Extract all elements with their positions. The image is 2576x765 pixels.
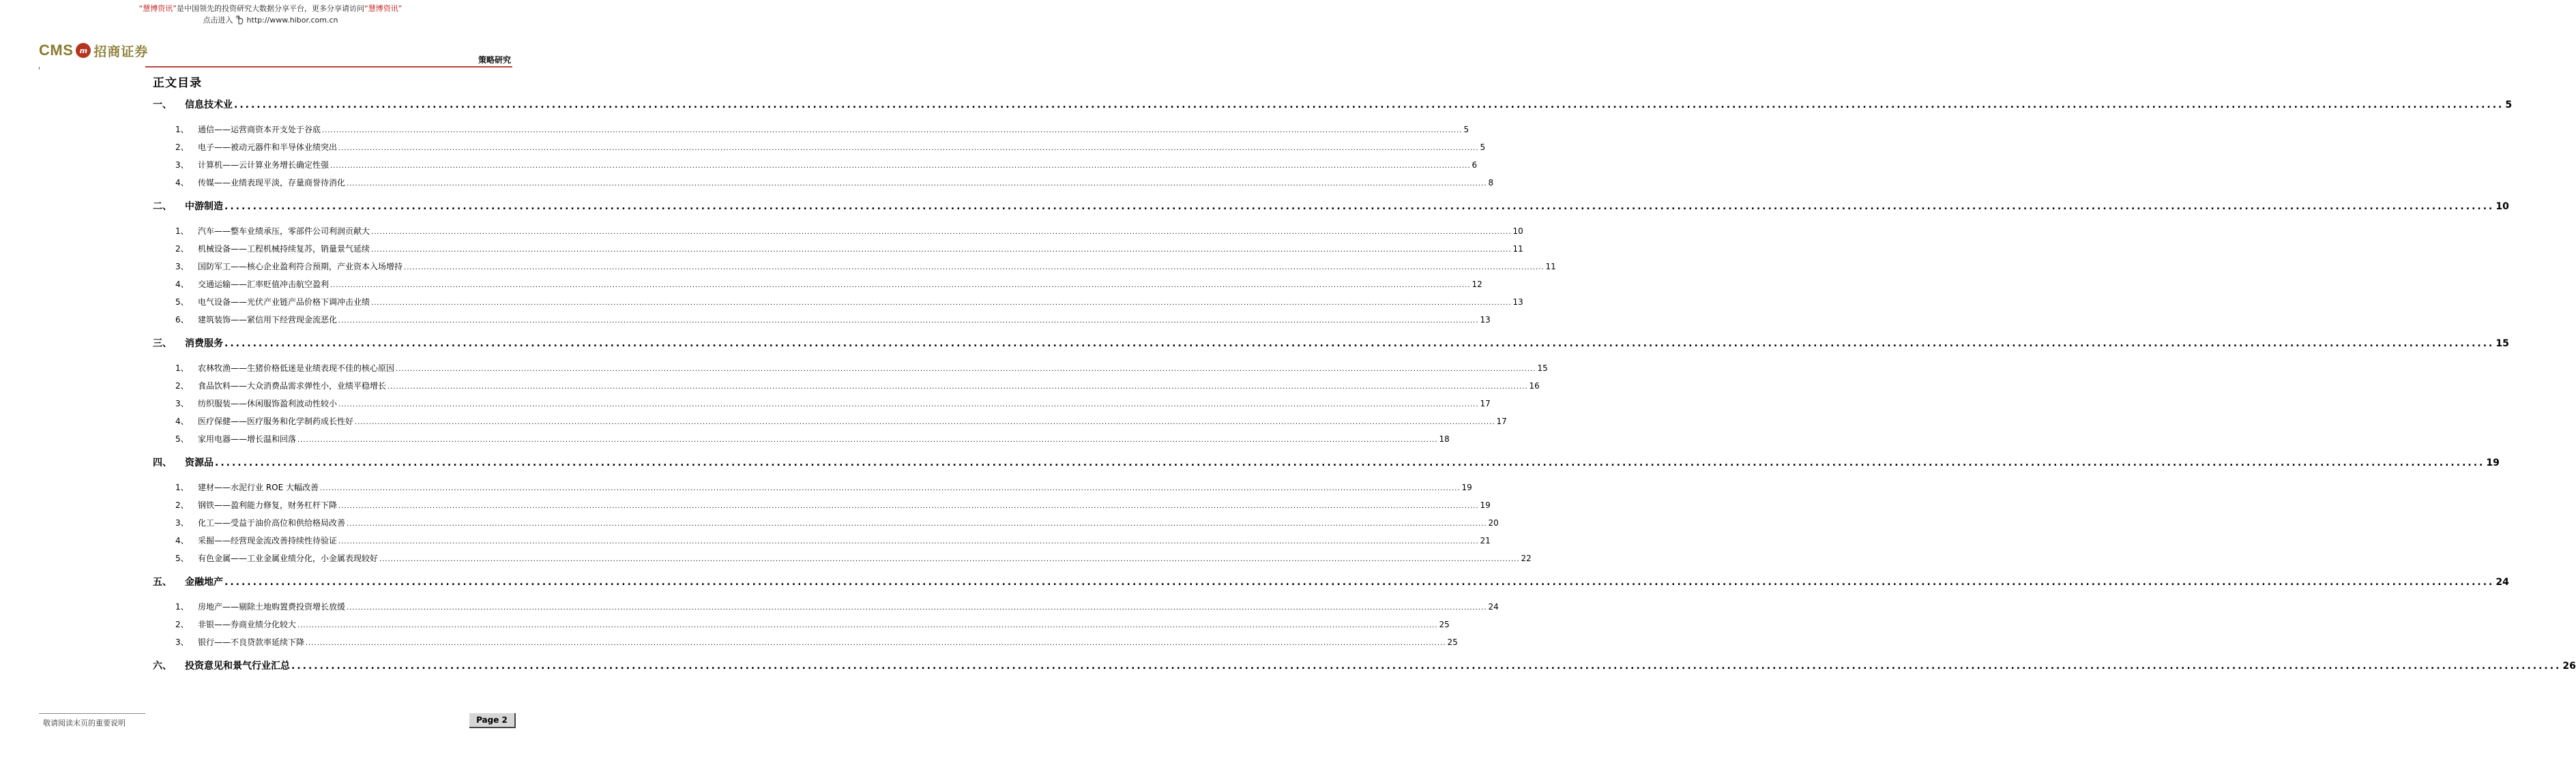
section-title: 汽车——整车业绩承压，零部件公司利润贡献大 <box>198 226 370 236</box>
chapter-title: 资源品 <box>185 457 214 468</box>
section-number: 2、 <box>175 244 189 254</box>
logo-badge-icon: m <box>76 43 91 58</box>
toc-chapter[interactable] <box>153 455 2500 470</box>
leader-dots: ................................................................................................................................................................................................................................................................................................................................................................................................................ <box>291 661 2562 672</box>
section-title: 国防军工——核心企业盈利符合预期，产业资本入场增持 <box>198 262 403 271</box>
chapter-page: 24 <box>2496 577 2509 588</box>
leader-dots: ................................................................................................................................................................................................................................................................................................................................................................................................................ <box>297 436 1438 444</box>
section-page: 11 <box>1545 262 1556 271</box>
margin-tick <box>39 67 40 70</box>
toc-section[interactable] <box>153 275 1482 293</box>
leader-dots: ................................................................................................................................................................................................................................................................................................................................................................................................................ <box>322 127 1463 134</box>
footer-disclaimer-note: 敬请阅读末页的重要说明 <box>43 719 126 728</box>
toc-section[interactable] <box>153 616 1450 633</box>
toc-section[interactable] <box>153 121 1469 138</box>
chapter-number: 一、 <box>153 100 172 110</box>
section-title: 钢铁——盈利能力修复，财务杠杆下降 <box>198 500 338 510</box>
section-title: 采掘——经营现金流改善持续性待验证 <box>198 536 338 545</box>
chapter-title: 信息技术业 <box>185 100 233 110</box>
leader-dots: ................................................................................................................................................................................................................................................................................................................................................................................................................ <box>224 201 2495 212</box>
toc-section[interactable] <box>153 430 1450 448</box>
section-page: 11 <box>1512 244 1523 254</box>
leader-dots: ................................................................................................................................................................................................................................................................................................................................................................................................................ <box>224 338 2495 349</box>
section-page: 8 <box>1488 178 1494 188</box>
section-page: 5 <box>1480 142 1486 152</box>
toc-section[interactable] <box>153 479 1472 496</box>
leader-dots: ................................................................................................................................................................................................................................................................................................................................................................................................................ <box>379 556 1520 563</box>
toc-section[interactable] <box>153 222 1523 240</box>
section-page: 15 <box>1537 363 1548 373</box>
toc-chapter[interactable] <box>153 659 2576 674</box>
section-page: 20 <box>1488 518 1499 528</box>
banner-url-link[interactable]: http://www.hibor.com.cn <box>246 16 338 25</box>
toc-section[interactable] <box>153 240 1523 258</box>
section-number: 1、 <box>175 483 189 492</box>
toc-section[interactable] <box>153 377 1540 395</box>
section-page: 22 <box>1521 554 1532 563</box>
section-title: 非银——券商业绩分化较大 <box>198 620 297 629</box>
section-title: 银行——不良贷款率延续下降 <box>198 638 305 647</box>
section-number: 5、 <box>175 434 189 444</box>
section-page: 24 <box>1488 602 1499 612</box>
footer-divider <box>39 713 145 714</box>
report-category: 策略研究 <box>478 55 511 65</box>
toc-section[interactable] <box>153 293 1523 311</box>
section-number: 3、 <box>175 638 189 647</box>
leader-dots: ................................................................................................................................................................................................................................................................................................................................................................................................................ <box>371 246 1512 254</box>
section-page: 10 <box>1512 226 1523 236</box>
toc-section[interactable] <box>153 633 1458 651</box>
toc-section[interactable] <box>153 412 1507 430</box>
section-page: 6 <box>1472 160 1478 170</box>
section-number: 1、 <box>175 363 189 373</box>
toc-section[interactable] <box>153 395 1491 412</box>
section-number: 1、 <box>175 226 189 236</box>
leader-dots: ................................................................................................................................................................................................................................................................................................................................................................................................................ <box>347 520 1487 528</box>
chapter-number: 三、 <box>153 338 172 349</box>
section-page: 12 <box>1472 280 1482 289</box>
section-title: 传媒——业绩表现平淡，存量商誉待消化 <box>198 178 346 188</box>
toc-chapter[interactable] <box>153 199 2509 214</box>
banner-brand: “慧博资讯” <box>138 4 177 13</box>
section-title: 化工——受益于油价高位和供给格局改善 <box>198 518 346 528</box>
banner-text: 是中国领先的投资研究大数据分享平台，更多分享请访问 <box>177 4 364 13</box>
section-page: 13 <box>1512 297 1523 307</box>
section-number: 6、 <box>175 315 189 325</box>
section-title: 交通运输——汇率贬值冲击航空盈利 <box>198 280 330 289</box>
chapter-title: 金融地产 <box>185 577 223 588</box>
chapter-page: 26 <box>2562 661 2576 672</box>
banner-brand-2: “慧博资讯” <box>364 4 402 13</box>
toc-section[interactable] <box>153 598 1499 616</box>
toc-chapter[interactable] <box>153 575 2509 590</box>
toc-section[interactable] <box>153 311 1491 329</box>
chapter-title: 消费服务 <box>185 338 223 349</box>
toc-section[interactable] <box>153 532 1491 550</box>
section-number: 4、 <box>175 280 189 289</box>
chapter-page: 15 <box>2496 338 2509 349</box>
section-page: 25 <box>1439 620 1450 629</box>
section-title: 房地产——剔除土地购置费投资增长放缓 <box>198 602 346 612</box>
section-number: 2、 <box>175 500 189 510</box>
section-number: 5、 <box>175 554 189 563</box>
chapter-title: 投资意见和景气行业汇总 <box>185 661 290 672</box>
section-number: 3、 <box>175 518 189 528</box>
section-title: 电气设备——光伏产业链产品价格下调冲击业绩 <box>198 297 370 307</box>
toc-chapter[interactable] <box>153 97 2513 112</box>
leader-dots: ................................................................................................................................................................................................................................................................................................................................................................................................................ <box>396 365 1536 373</box>
leader-dots: ................................................................................................................................................................................................................................................................................................................................................................................................................ <box>330 282 1471 289</box>
leader-dots: ................................................................................................................................................................................................................................................................................................................................................................................................................ <box>338 502 1479 510</box>
leader-dots: ................................................................................................................................................................................................................................................................................................................................................................................................................ <box>355 419 1495 426</box>
section-number: 2、 <box>175 381 189 391</box>
section-page: 21 <box>1480 536 1491 545</box>
toc-title: 正文目录 <box>153 76 202 90</box>
banner-click-label: 点击进入 <box>203 16 233 25</box>
section-page: 19 <box>1461 483 1472 492</box>
leader-dots: ................................................................................................................................................................................................................................................................................................................................................................................................................ <box>347 180 1487 188</box>
section-title: 医疗保健——医疗服务和化学制药成长性好 <box>198 417 354 426</box>
leader-dots: ................................................................................................................................................................................................................................................................................................................................................................................................................ <box>404 264 1545 271</box>
section-title: 建筑装饰——紧信用下经营现金流恶化 <box>198 315 338 325</box>
chapter-page: 19 <box>2486 457 2500 468</box>
leader-dots: ................................................................................................................................................................................................................................................................................................................................................................................................................ <box>371 228 1512 236</box>
leader-dots: ................................................................................................................................................................................................................................................................................................................................................................................................................ <box>215 457 2485 468</box>
section-page: 19 <box>1480 500 1491 510</box>
section-title: 食品饮料——大众消费品需求弹性小，业绩平稳增长 <box>198 381 387 391</box>
chapter-number: 五、 <box>153 577 172 588</box>
toc-chapter[interactable] <box>153 336 2509 351</box>
table-of-contents <box>153 97 2576 674</box>
leader-dots: ................................................................................................................................................................................................................................................................................................................................................................................................................ <box>371 299 1512 307</box>
section-page: 25 <box>1447 638 1458 647</box>
toc-section[interactable] <box>153 156 1478 174</box>
logo-chinese: 招商证券 <box>93 44 149 59</box>
promo-banner <box>0 3 541 26</box>
leader-dots: ................................................................................................................................................................................................................................................................................................................................................................................................................ <box>387 383 1528 391</box>
section-number: 3、 <box>175 399 189 408</box>
section-page: 17 <box>1480 399 1491 408</box>
leader-dots: ................................................................................................................................................................................................................................................................................................................................................................................................................ <box>338 538 1479 545</box>
chapter-number: 四、 <box>153 457 172 468</box>
chapter-title: 中游制造 <box>185 201 223 212</box>
section-number: 1、 <box>175 125 189 134</box>
section-title: 农林牧渔——生猪价格低迷是业绩表现不佳的核心原因 <box>198 363 395 373</box>
section-number: 2、 <box>175 142 189 152</box>
section-title: 有色金属——工业金属业绩分化，小金属表现较好 <box>198 554 379 563</box>
leader-dots: ................................................................................................................................................................................................................................................................................................................................................................................................................ <box>320 485 1461 492</box>
leader-dots: ................................................................................................................................................................................................................................................................................................................................................................................................................ <box>297 622 1438 629</box>
header-divider <box>145 66 512 68</box>
section-title: 电子——被动元器件和半导体业绩突出 <box>198 142 338 152</box>
section-number: 4、 <box>175 178 189 188</box>
section-title: 纺织服装——休闲服饰盈利波动性较小 <box>198 399 338 408</box>
toc-section[interactable] <box>153 174 1494 192</box>
toc-section[interactable] <box>153 550 1532 567</box>
leader-dots: ................................................................................................................................................................................................................................................................................................................................................................................................................ <box>338 401 1479 408</box>
leader-dots: ................................................................................................................................................................................................................................................................................................................................................................................................................ <box>338 145 1479 152</box>
section-title: 建材——水泥行业 ROE 大幅改善 <box>198 483 319 492</box>
section-number: 1、 <box>175 602 189 612</box>
chapter-page: 10 <box>2496 201 2509 212</box>
toc-section[interactable] <box>153 496 1491 514</box>
section-title: 计算机——云计算业务增长确定性强 <box>198 160 330 170</box>
toc-section[interactable] <box>153 359 1548 377</box>
section-number: 3、 <box>175 262 189 271</box>
leader-dots: ................................................................................................................................................................................................................................................................................................................................................................................................................ <box>338 317 1479 325</box>
logo-latin: CMS <box>39 42 74 59</box>
section-page: 5 <box>1463 125 1469 134</box>
leader-dots: ................................................................................................................................................................................................................................................................................................................................................................................................................ <box>330 162 1471 170</box>
section-title: 通信——运营商资本开支处于谷底 <box>198 125 321 134</box>
section-page: 16 <box>1529 381 1540 391</box>
section-title: 机械设备——工程机械持续复苏，销量景气延续 <box>198 244 370 254</box>
chapter-page: 5 <box>2505 100 2513 110</box>
page-number: Page 2 <box>469 713 516 728</box>
section-number: 4、 <box>175 536 189 545</box>
chapter-number: 二、 <box>153 201 172 212</box>
section-number: 3、 <box>175 160 189 170</box>
section-number: 2、 <box>175 620 189 629</box>
leader-dots: ................................................................................................................................................................................................................................................................................................................................................................................................................ <box>224 577 2495 588</box>
leader-dots: ................................................................................................................................................................................................................................................................................................................................................................................................................ <box>347 604 1487 612</box>
toc-section[interactable] <box>153 258 1556 275</box>
toc-section[interactable] <box>153 514 1499 532</box>
leader-dots: ................................................................................................................................................................................................................................................................................................................................................................................................................ <box>234 100 2504 110</box>
section-page: 13 <box>1480 315 1491 325</box>
leader-dots: ................................................................................................................................................................................................................................................................................................................................................................................................................ <box>306 640 1446 647</box>
section-title: 家用电器——增长温和回落 <box>198 434 297 444</box>
section-page: 18 <box>1439 434 1450 444</box>
section-number: 5、 <box>175 297 189 307</box>
hand-pointer-icon <box>235 15 245 25</box>
company-logo <box>39 41 148 60</box>
section-page: 17 <box>1496 417 1507 426</box>
chapter-number: 六、 <box>153 661 172 672</box>
toc-section[interactable] <box>153 138 1486 156</box>
section-number: 4、 <box>175 417 189 426</box>
